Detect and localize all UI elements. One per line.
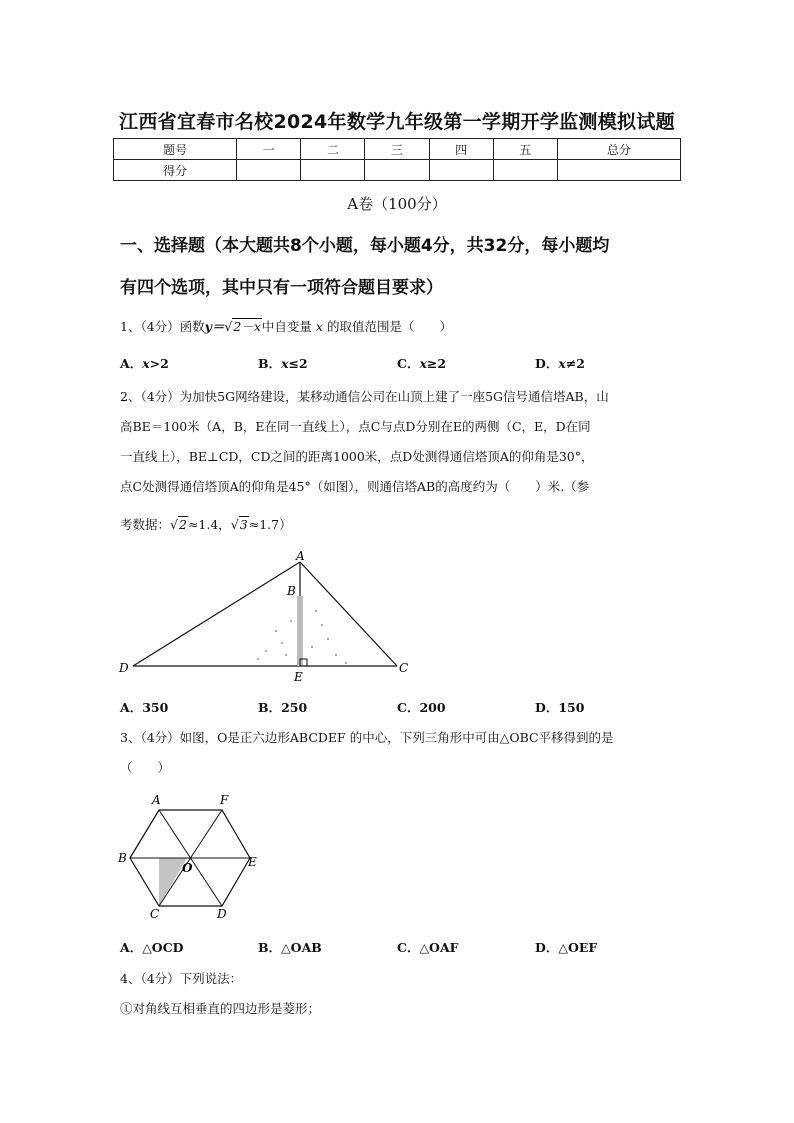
score-header-cell: 题号 xyxy=(114,139,237,160)
paper-section-a: A卷（100分） xyxy=(347,195,447,213)
q2-option-b[interactable]: B．250 xyxy=(258,700,308,715)
label-a: A xyxy=(296,550,305,563)
q4-line-1: 4、（4分）下列说法： xyxy=(120,971,243,986)
label-b: B xyxy=(287,584,296,598)
q2-line-5: 考数据：√2≈1.4，√3≈1.7） xyxy=(120,517,292,532)
q1-option-c[interactable]: C．x≥2 xyxy=(397,356,447,371)
q1-option-d[interactable]: D．x≠2 xyxy=(535,356,585,371)
q3-line-1: 3、（4分）如图，O是正六边形ABCDEF 的中心，下列三角形中可由△OBC平移得到的是 xyxy=(120,730,614,745)
q1-y-eq: y＝ xyxy=(204,319,225,334)
score-header-cell: 总分 xyxy=(557,139,680,160)
sqrt3-radicand: 3 xyxy=(239,517,248,532)
sqrt2-radicand: 2 xyxy=(178,517,187,532)
q3-option-a[interactable]: A．△OCD xyxy=(120,940,184,955)
question-1 xyxy=(120,312,452,342)
score-cell xyxy=(493,160,557,181)
score-table-header-row xyxy=(114,139,681,160)
q3-option-d[interactable]: D．△OEF xyxy=(535,940,598,955)
label-c: C xyxy=(399,661,409,675)
q4-line-2: ①对角线互相垂直的四边形是菱形； xyxy=(120,1001,321,1016)
score-header-cell: 二 xyxy=(301,139,365,160)
q1-sqrt: √2－x xyxy=(224,319,261,334)
score-row-label: 得分 xyxy=(114,160,237,181)
score-header-cell: 四 xyxy=(429,139,493,160)
q2-option-d[interactable]: D．150 xyxy=(535,700,585,715)
exam-title: 江西省宜春市名校2024年数学九年级第一学期开学监测模拟试题 xyxy=(119,111,675,133)
q1-prefix: 1、（4分）函数 xyxy=(120,319,205,334)
q1-radicand: 2－x xyxy=(233,319,261,334)
q3-figure xyxy=(112,788,272,923)
label-f: F xyxy=(220,793,229,807)
score-cell xyxy=(557,160,680,181)
q2-line-1: 2、（4分）为加快5G网络建设，某移动通信公司在山顶上建了一座5G信号通信塔AB，山 xyxy=(120,389,609,404)
edge-ab xyxy=(130,810,159,858)
label-a: A xyxy=(152,793,161,807)
label-e: E xyxy=(294,670,303,684)
score-header-cell: 三 xyxy=(365,139,429,160)
section-heading-line2: 有四个选项，其中只有一项符合题目要求） xyxy=(120,278,443,298)
score-cell xyxy=(365,160,429,181)
q3-line-2: （ ） xyxy=(120,760,171,775)
q1-option-a[interactable]: A．x>2 xyxy=(120,356,169,371)
score-table-score-row xyxy=(114,160,681,181)
label-b: B xyxy=(118,851,127,865)
q2-line-4: 点C处测得通信塔顶A的仰角是45°（如图），则通信塔AB的高度约为（ ）米.（参 xyxy=(120,479,590,494)
q3-option-b[interactable]: B．△OAB xyxy=(258,940,322,955)
section-heading-line1: 一、选择题（本大题共8个小题，每小题4分，共32分，每小题均 xyxy=(120,236,610,256)
q3-option-c[interactable]: C．△OAF xyxy=(397,940,459,955)
mountain-shading xyxy=(297,596,303,666)
q1-suffix: 中自变量 xyxy=(261,319,312,334)
score-header-cell: 五 xyxy=(493,139,557,160)
q2-line-2: 高BE＝100米（A，B，E在同一直线上），点C与点D分别在E的两侧（C，E，D在同 xyxy=(120,419,591,434)
label-o: O xyxy=(182,861,193,875)
q2-line-3: 一直线上），BE⊥CD，CD之间的距离1000米，点D处测得通信塔顶A的仰角是30°， xyxy=(120,449,594,464)
label-e: E xyxy=(248,855,257,869)
q1-var: x xyxy=(315,319,323,334)
line-ac xyxy=(300,562,397,666)
q2-option-a[interactable]: A．350 xyxy=(120,700,169,715)
label-d: D xyxy=(217,907,227,921)
label-d: D xyxy=(119,661,129,675)
score-cell xyxy=(429,160,493,181)
q1-option-b[interactable]: B．x≤2 xyxy=(258,356,308,371)
q1-suffix2: 的取值范围是（ ） xyxy=(326,319,452,334)
score-cell xyxy=(301,160,365,181)
score-header-cell: 一 xyxy=(237,139,301,160)
score-cell xyxy=(237,160,301,181)
line-da xyxy=(133,562,300,666)
q2-figure xyxy=(115,550,415,685)
label-c: C xyxy=(150,907,160,921)
q2-option-c[interactable]: C．200 xyxy=(397,700,446,715)
score-table xyxy=(113,138,681,181)
